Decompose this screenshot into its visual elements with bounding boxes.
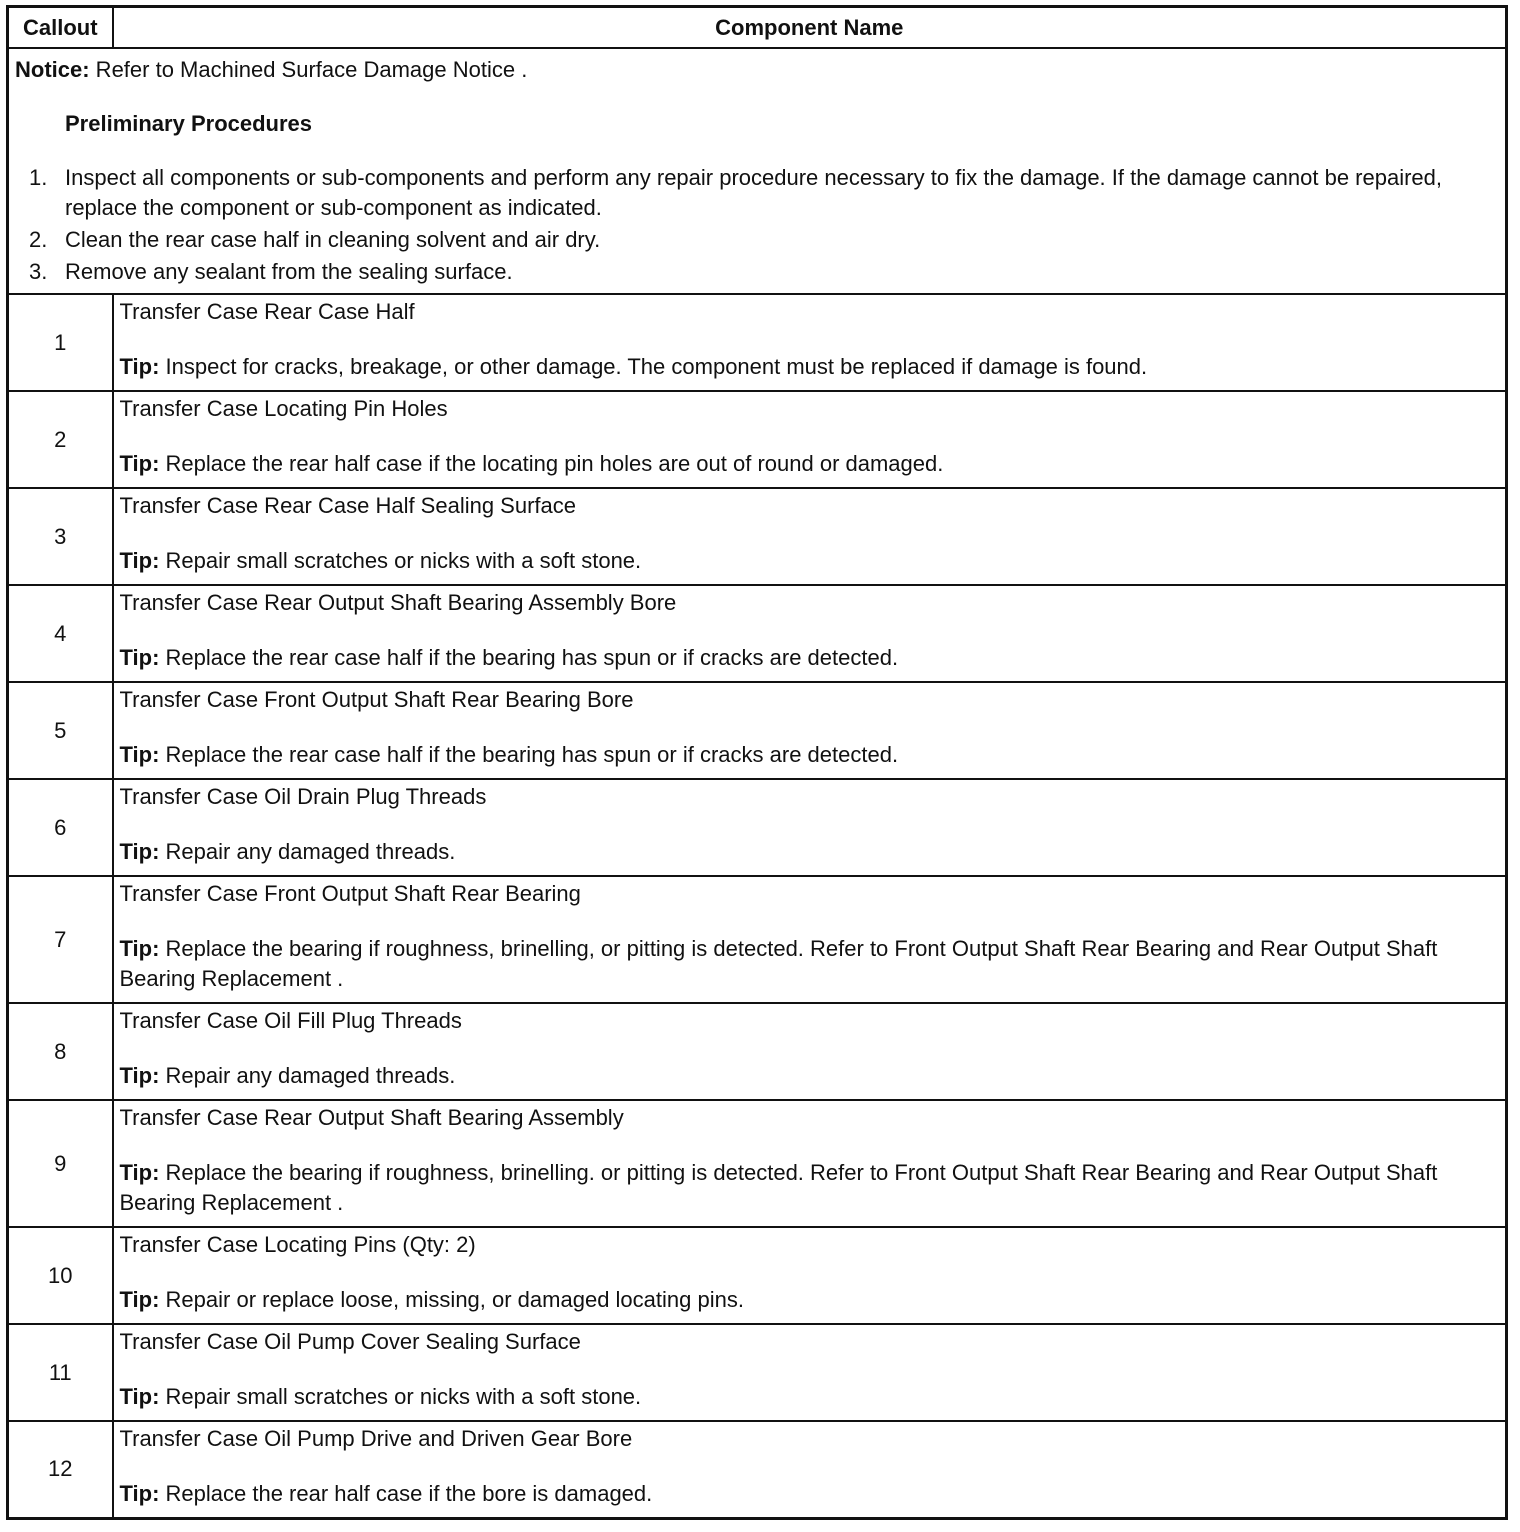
preliminary-procedures-title: Preliminary Procedures xyxy=(65,111,313,136)
table-row xyxy=(8,1227,1507,1324)
tip-label: Tip: xyxy=(119,1384,160,1409)
step-item xyxy=(15,225,1499,255)
callout-number: 8 xyxy=(8,1003,113,1100)
tip-body: Repair small scratches or nicks with a soft stone. xyxy=(159,1384,642,1409)
component-name: Transfer Case Locating Pins (Qty: 2) xyxy=(119,1232,476,1257)
notice-cell xyxy=(8,48,1507,294)
tip-body: Replace the bearing if roughness, brinelling, or pitting is detected. Refer to Front Output Shaft Rear Bearing and Rear Output Shaft Bearing Replacement . xyxy=(119,936,1438,991)
tip-body: Replace the rear case half if the bearing has spun or if cracks are detected. xyxy=(159,742,899,767)
step-text: Remove any sealant from the sealing surface. xyxy=(65,259,513,284)
table-row xyxy=(8,1421,1507,1518)
component-cell xyxy=(113,682,1507,779)
tip-label: Tip: xyxy=(119,645,160,670)
component-name: Transfer Case Oil Pump Drive and Driven Gear Bore xyxy=(119,1426,633,1451)
step-text: Inspect all components or sub-components and perform any repair procedure necessary to fix the damage. If the damage cannot be repaired, replace the component or sub-component as indicated. xyxy=(65,165,1443,220)
tip-label: Tip: xyxy=(119,839,160,864)
tip-body: Replace the rear case half if the bearing has spun or if cracks are detected. xyxy=(159,645,899,670)
tip-label: Tip: xyxy=(119,451,160,476)
component-name: Transfer Case Locating Pin Holes xyxy=(119,396,448,421)
tip-label: Tip: xyxy=(119,548,160,573)
component-cell xyxy=(113,585,1507,682)
tip-body: Repair any damaged threads. xyxy=(159,839,456,864)
callout-number: 3 xyxy=(8,488,113,585)
tip-label: Tip: xyxy=(119,1063,160,1088)
tip-text xyxy=(120,837,1500,867)
tip-label: Tip: xyxy=(119,936,160,961)
step-item xyxy=(15,163,1499,223)
component-cell xyxy=(113,391,1507,488)
component-cell xyxy=(113,1227,1507,1324)
component-cell xyxy=(113,294,1507,391)
component-table xyxy=(6,5,1508,1520)
component-cell xyxy=(113,779,1507,876)
notice-text: Refer to Machined Surface Damage Notice . xyxy=(89,57,528,82)
table-row xyxy=(8,1003,1507,1100)
tip-text xyxy=(120,1285,1500,1315)
table-row xyxy=(8,779,1507,876)
notice-line xyxy=(15,55,1499,85)
tip-label: Tip: xyxy=(119,1481,160,1506)
tip-label: Tip: xyxy=(119,1287,160,1312)
tip-label: Tip: xyxy=(119,354,160,379)
table-header-row xyxy=(8,7,1507,49)
component-cell xyxy=(113,876,1507,1003)
tip-text xyxy=(120,740,1500,770)
callout-number: 1 xyxy=(8,294,113,391)
callout-number: 7 xyxy=(8,876,113,1003)
tip-text xyxy=(120,1158,1500,1218)
component-column-header: Component Name xyxy=(113,7,1507,49)
tip-text xyxy=(120,1382,1500,1412)
tip-text xyxy=(120,1061,1500,1091)
table-row xyxy=(8,294,1507,391)
component-cell xyxy=(113,1421,1507,1518)
table-row xyxy=(8,1324,1507,1421)
step-number: 2. xyxy=(29,227,48,252)
step-text: Clean the rear case half in cleaning solvent and air dry. xyxy=(65,227,601,252)
component-cell xyxy=(113,1003,1507,1100)
table-row xyxy=(8,488,1507,585)
step-number: 1. xyxy=(29,165,48,190)
notice-row xyxy=(8,48,1507,294)
tip-text xyxy=(120,934,1500,994)
component-cell xyxy=(113,1324,1507,1421)
component-name: Transfer Case Oil Drain Plug Threads xyxy=(119,784,487,809)
component-name: Transfer Case Rear Output Shaft Bearing Assembly xyxy=(119,1105,624,1130)
tip-text xyxy=(120,546,1500,576)
notice-label: Notice: xyxy=(15,57,90,82)
tip-text xyxy=(120,643,1500,673)
callout-number: 4 xyxy=(8,585,113,682)
callout-column-header: Callout xyxy=(8,7,113,49)
table-row xyxy=(8,1100,1507,1227)
component-cell xyxy=(113,488,1507,585)
component-cell xyxy=(113,1100,1507,1227)
tip-body: Repair small scratches or nicks with a soft stone. xyxy=(159,548,642,573)
tip-label: Tip: xyxy=(119,1160,160,1185)
callout-number: 9 xyxy=(8,1100,113,1227)
tip-body: Repair any damaged threads. xyxy=(159,1063,456,1088)
tip-body: Inspect for cracks, breakage, or other damage. The component must be replaced if damage is found. xyxy=(159,354,1148,379)
component-name: Transfer Case Oil Fill Plug Threads xyxy=(119,1008,462,1033)
tip-text xyxy=(120,449,1500,479)
step-number: 3. xyxy=(29,259,48,284)
tip-label: Tip: xyxy=(119,742,160,767)
component-name: Transfer Case Rear Output Shaft Bearing Assembly Bore xyxy=(119,590,677,615)
step-item xyxy=(15,257,1499,287)
tip-body: Repair or replace loose, missing, or damaged locating pins. xyxy=(159,1287,744,1312)
callout-number: 10 xyxy=(8,1227,113,1324)
tip-body: Replace the rear half case if the bore is damaged. xyxy=(159,1481,653,1506)
tip-body: Replace the rear half case if the locating pin holes are out of round or damaged. xyxy=(159,451,944,476)
callout-number: 5 xyxy=(8,682,113,779)
tip-body: Replace the bearing if roughness, brinelling. or pitting is detected. Refer to Front Output Shaft Rear Bearing and Rear Output Shaft Bearing Replacement . xyxy=(119,1160,1438,1215)
component-name: Transfer Case Front Output Shaft Rear Bearing xyxy=(119,881,581,906)
tip-text xyxy=(120,1479,1500,1509)
component-name: Transfer Case Oil Pump Cover Sealing Surface xyxy=(119,1329,581,1354)
table-row xyxy=(8,585,1507,682)
component-name: Transfer Case Rear Case Half Sealing Surface xyxy=(119,493,576,518)
component-name: Transfer Case Front Output Shaft Rear Bearing Bore xyxy=(119,687,634,712)
callout-number: 12 xyxy=(8,1421,113,1518)
table-row xyxy=(8,682,1507,779)
table-row xyxy=(8,876,1507,1003)
callout-number: 2 xyxy=(8,391,113,488)
callout-number: 6 xyxy=(8,779,113,876)
component-name: Transfer Case Rear Case Half xyxy=(119,299,415,324)
preliminary-steps-list xyxy=(15,163,1499,287)
tip-text xyxy=(120,352,1500,382)
table-row xyxy=(8,391,1507,488)
callout-number: 11 xyxy=(8,1324,113,1421)
